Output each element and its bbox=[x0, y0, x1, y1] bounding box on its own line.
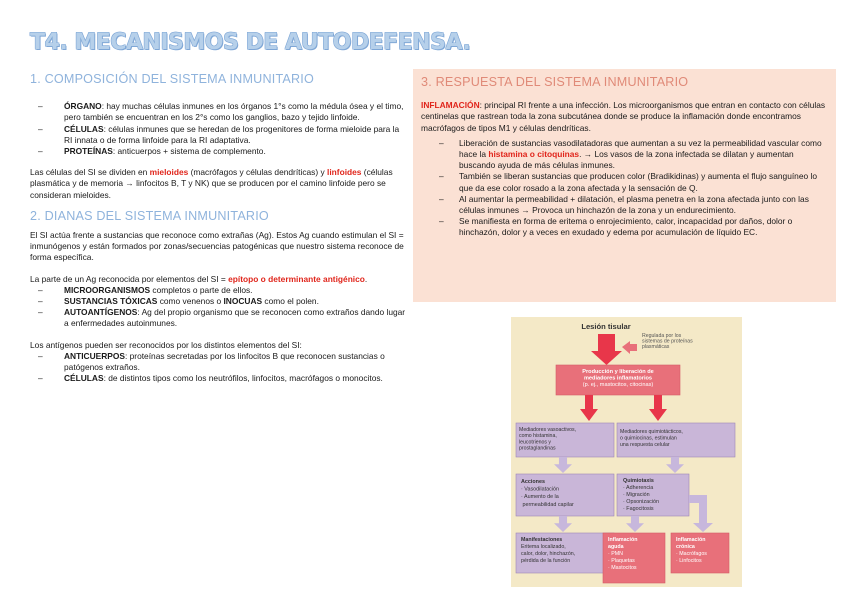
list-item: – SUSTANCIAS TÓXICAS como venenos o INOCUAS como el polen. bbox=[30, 296, 408, 307]
list-item: – Al aumentar la permeabilidad + dilatación, el plasma penetra en la zona afectada junto con las células inmunes → Provoca un hinchazón de la zona y un endurecimiento. bbox=[421, 194, 826, 216]
text-quimiotacticos: Mediadores quimiotácticos, o quimiocinas, estimulan una respuesta celular bbox=[620, 429, 683, 448]
response-panel bbox=[413, 69, 836, 302]
list-item: – CÉLULAS: de distintos tipos como los neutrófilos, linfocitos, macrófagos o monocitos. bbox=[30, 373, 408, 384]
composition-list bbox=[30, 101, 408, 157]
page-title: T4. MECANISMOS DE AUTODEFENSA. bbox=[30, 30, 471, 55]
list-item: – MICROORGANISMOS completos o parte de ellos. bbox=[30, 285, 408, 296]
text-cronica: Inflamación crónica · Macrófagos · Linfocitos bbox=[676, 537, 707, 564]
diagram-canvas bbox=[511, 317, 742, 587]
text-produccion: Producción y liberación de mediadores inflamatorios (p. ej., mastocitos, citocinas) bbox=[582, 369, 654, 389]
text-vasoactivos: Mediadores vasoactivos, como histamina, leucotrienos y prostaglandinas bbox=[519, 427, 577, 452]
section-heading-composicion: 1. COMPOSICIÓN DEL SISTEMA INMUNITARIO bbox=[30, 72, 314, 86]
list-item: – CÉLULAS: células inmunes que se heredan de los progenitores de forma mieloide para la RI innata o de forma linfoide para la RI adaptativa. bbox=[30, 124, 408, 146]
recognition-list bbox=[30, 351, 408, 385]
list-item: – Liberación de sustancias vasodilatadoras que aumentan a su vez la permeabilidad vascular como hace la histamina o citoquinas. → Los vasos de la zona infectada se dilatan y aumentan buscando ayuda de más células inmunes. bbox=[421, 138, 826, 172]
paragraph-cell-types: Las células del SI se dividen en mieloides (macrófagos y células dendríticas) y linfoides (células plasmática y de memoria → linfocitos B, T y NK) que se producen por el camino linfoide pero se consideran mieloides. bbox=[30, 167, 393, 200]
list-item: – Se manifiesta en forma de eritema o enrojecimiento, calor, incapacidad por daños, dolor o hinchazón, dolor y a veces en exudado y edema por acumulación de líquido EC. bbox=[421, 216, 826, 238]
text-acciones: Acciones · Vasodilatación · Aumento de la permeabilidad capilar bbox=[521, 479, 574, 508]
list-item: – ANTICUERPOS: proteínas secretadas por los linfocitos B que reconocen sustancias o patógenos extraños. bbox=[30, 351, 408, 373]
list-item: – PROTEÍNAS: anticuerpos + sistema de complemento. bbox=[30, 146, 408, 157]
inflammation-list bbox=[421, 138, 826, 239]
section-heading-dianas: 2. DIANAS DEL SISTEMA INMUNITARIO bbox=[30, 208, 269, 223]
targets-list bbox=[30, 285, 408, 330]
left-column bbox=[30, 74, 408, 394]
diagram-title: Lesión tisular bbox=[581, 322, 631, 331]
list-item: – También se liberan sustancias que producen color (Bradikidinas) y aumenta el flujo sanguíneo lo que da ese color rosado a la zona afectada y la sensación de Q. bbox=[421, 171, 826, 193]
inflammation-diagram bbox=[511, 317, 742, 587]
list-item: – AUTOANTÍGENOS: Ag del propio organismo que se reconocen como extraños dando lugar a enfermedades autoinmunes. bbox=[30, 307, 408, 329]
list-item: – ÓRGANO: hay muchas células inmunes en los órganos 1°s como la médula ósea y el timo, pero también se encuentran en los 2°s como los ganglios, bazo y tejido linfoide. bbox=[30, 101, 408, 123]
label-regulada: Regulada por los sistemas de proteínas plasmáticas bbox=[642, 333, 693, 351]
paragraph-inflammation: INFLAMACIÓN: principal RI frente a una infección. Los microorganismos que entran en contacto con células centinelas que rastrean toda la zona subcutánea donde se produce la inflamación donde encontramos macrófagos de tipos M1 y células dendríticas. bbox=[421, 100, 826, 133]
paragraph-antigens: El SI actúa frente a sustancias que reconoce como extrañas (Ag). Estos Ag cuando estimulan el SI = inmunógenos y están formados por zonas/secuencias patogénicas que nuestro sistema reconoce de forma específica. bbox=[30, 230, 404, 263]
section-heading-respuesta: 3. RESPUESTA DEL SISTEMA INMUNITARIO bbox=[421, 75, 689, 89]
paragraph-recognition: Los antígenos pueden ser reconocidos por los distintos elementos del SI: bbox=[30, 339, 302, 350]
paragraph-epitope: La parte de un Ag reconocida por elementos del SI = epítopo o determinante antigénico. bbox=[30, 273, 368, 284]
text-manifestaciones: Manifestaciones Eritema localizado, calor, dolor, hinchazón, pérdida de la función bbox=[521, 537, 576, 564]
text-quimiotaxis: Quimiotaxis · Adherencia · Migración · Opsonización · Fagocitosis bbox=[623, 478, 659, 512]
text-aguda: Inflamación aguda · PMN · Plaquetas · Mastocitos bbox=[608, 537, 638, 571]
